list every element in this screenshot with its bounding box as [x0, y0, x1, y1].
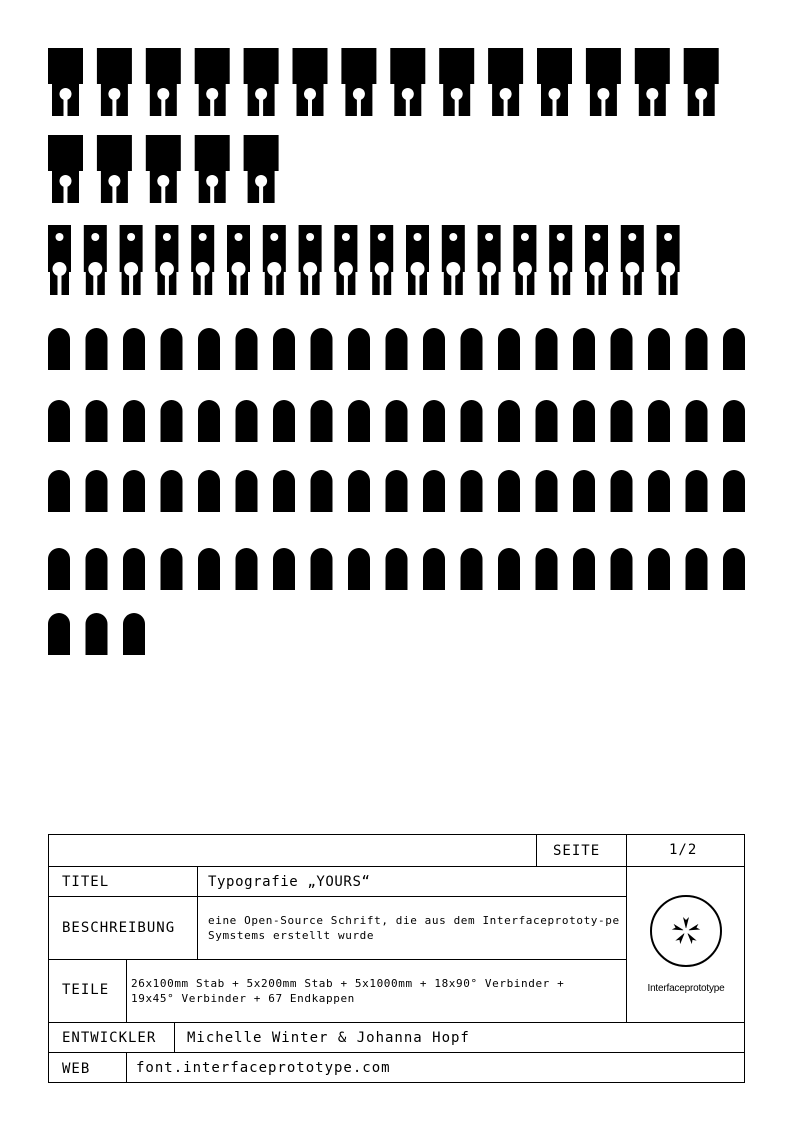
entwickler-label: ENTWICKLER — [62, 1030, 157, 1046]
web-link[interactable]: font.interfaceprototype.com — [136, 1060, 391, 1076]
end-cap-glyph — [348, 548, 370, 590]
bar-connector-glyph — [146, 48, 181, 116]
end-cap-glyph — [461, 548, 483, 590]
end-cap-glyph — [573, 470, 595, 512]
end-cap-glyph — [236, 328, 258, 370]
end-cap-glyph — [686, 400, 708, 442]
end-cap-glyph — [648, 548, 670, 590]
divider — [126, 959, 127, 1023]
bar-connector-glyph — [97, 48, 132, 116]
bar-connector-glyph — [146, 135, 181, 203]
end-cap-glyph — [461, 470, 483, 512]
slot-connector-glyph — [154, 225, 179, 295]
titel-label: TITEL — [62, 874, 110, 890]
slot-connector-glyph — [262, 225, 287, 295]
end-cap-glyph — [611, 328, 633, 370]
bar-connector-glyph — [537, 48, 572, 116]
divider — [536, 834, 537, 867]
end-cap-glyph — [386, 400, 408, 442]
end-cap-glyph — [236, 548, 258, 590]
slot-connector-glyph — [47, 225, 72, 295]
slot-connector-glyph — [333, 225, 358, 295]
end-cap-glyph — [161, 400, 183, 442]
slot-connector-glyph — [620, 225, 645, 295]
slot-connector-glyph — [441, 225, 466, 295]
end-cap-glyph — [311, 328, 333, 370]
bar-connector-glyph — [439, 48, 474, 116]
slot-connector-glyph — [405, 225, 430, 295]
end-cap-glyph — [423, 548, 445, 590]
end-cap-glyph — [123, 328, 145, 370]
divider — [48, 1022, 745, 1023]
end-cap-glyph — [311, 470, 333, 512]
bar-connector-glyph — [195, 135, 230, 203]
end-cap-glyph — [236, 470, 258, 512]
divider — [174, 1022, 175, 1053]
end-cap-glyph — [198, 548, 220, 590]
end-cap-glyph — [123, 613, 145, 655]
divider — [197, 866, 198, 960]
end-cap-glyph — [611, 400, 633, 442]
beschreibung-value: eine Open-Source Schrift, die aus dem Interfaceprototy-pe Symstems erstellt wurde — [208, 914, 620, 942]
star-logo-icon — [652, 897, 720, 965]
seite-label: SEITE — [553, 843, 601, 859]
bar-connector-glyph — [341, 48, 376, 116]
end-cap-glyph — [386, 548, 408, 590]
end-cap-glyph — [161, 328, 183, 370]
logo-text: Interfaceprototype — [647, 983, 725, 994]
bar-connector-glyph — [293, 48, 328, 116]
bar-connector-glyph — [97, 135, 132, 203]
slot-connector-glyph — [584, 225, 609, 295]
end-cap-glyph — [686, 548, 708, 590]
end-cap-glyph — [123, 470, 145, 512]
slot-connector-glyph — [512, 225, 537, 295]
page-number: 1/2 — [669, 842, 698, 858]
end-cap-glyph — [573, 400, 595, 442]
end-cap-glyph — [311, 548, 333, 590]
end-cap-glyph — [198, 470, 220, 512]
end-cap-glyph — [498, 548, 520, 590]
end-cap-glyph — [48, 400, 70, 442]
end-cap-glyph — [86, 613, 108, 655]
end-cap-glyph — [723, 470, 745, 512]
beschreibung-label: BESCHREIBUNG — [62, 920, 176, 936]
end-cap-glyph — [48, 548, 70, 590]
end-cap-glyph — [423, 400, 445, 442]
end-cap-glyph — [498, 470, 520, 512]
bar-connector-glyph — [390, 48, 425, 116]
end-cap-glyph — [536, 328, 558, 370]
end-cap-glyph — [48, 328, 70, 370]
slot-connector-glyph — [548, 225, 573, 295]
end-cap-glyph — [48, 613, 70, 655]
bar-connector-glyph — [244, 135, 279, 203]
end-cap-glyph — [611, 470, 633, 512]
slot-connector-glyph — [369, 225, 394, 295]
end-cap-glyph — [648, 400, 670, 442]
end-cap-glyph — [86, 470, 108, 512]
slot-connector-glyph — [190, 225, 215, 295]
end-cap-glyph — [198, 400, 220, 442]
slot-connector-glyph — [656, 225, 681, 295]
end-cap-glyph — [273, 400, 295, 442]
logo-circle — [650, 895, 722, 967]
end-cap-glyph — [423, 470, 445, 512]
divider — [48, 959, 627, 960]
bar-connector-glyph — [48, 48, 83, 116]
end-cap-glyph — [348, 470, 370, 512]
bar-connector-glyph — [684, 48, 719, 116]
end-cap-glyph — [648, 470, 670, 512]
end-cap-glyph — [573, 328, 595, 370]
divider — [48, 866, 745, 867]
end-cap-glyph — [536, 400, 558, 442]
titel-value: Typografie „YOURS“ — [208, 874, 371, 890]
end-cap-glyph — [386, 470, 408, 512]
end-cap-glyph — [48, 470, 70, 512]
end-cap-glyph — [386, 328, 408, 370]
end-cap-glyph — [348, 400, 370, 442]
slot-connector-glyph — [298, 225, 323, 295]
end-cap-glyph — [498, 328, 520, 370]
end-cap-glyph — [573, 548, 595, 590]
end-cap-glyph — [198, 328, 220, 370]
bar-connector-glyph — [488, 48, 523, 116]
end-cap-glyph — [536, 470, 558, 512]
end-cap-glyph — [86, 328, 108, 370]
slot-connector-glyph — [477, 225, 502, 295]
slot-connector-glyph — [83, 225, 108, 295]
end-cap-glyph — [86, 548, 108, 590]
divider — [48, 896, 627, 897]
end-cap-glyph — [423, 328, 445, 370]
end-cap-glyph — [123, 548, 145, 590]
end-cap-glyph — [273, 548, 295, 590]
end-cap-glyph — [498, 400, 520, 442]
bar-connector-glyph — [244, 48, 279, 116]
divider — [626, 834, 627, 1023]
end-cap-glyph — [86, 400, 108, 442]
end-cap-glyph — [723, 328, 745, 370]
bar-connector-glyph — [48, 135, 83, 203]
teile-value: 26x100mm Stab + 5x200mm Stab + 5x1000mm + 18x90° Verbinder + 19x45° Verbinder + 67 Endkappen — [131, 977, 565, 1005]
bar-connector-glyph — [586, 48, 621, 116]
end-cap-glyph — [123, 400, 145, 442]
end-cap-glyph — [461, 400, 483, 442]
end-cap-glyph — [461, 328, 483, 370]
entwickler-value: Michelle Winter & Johanna Hopf — [187, 1030, 470, 1046]
end-cap-glyph — [161, 470, 183, 512]
end-cap-glyph — [273, 328, 295, 370]
bar-connector-glyph — [195, 48, 230, 116]
web-label: WEB — [62, 1061, 91, 1077]
teile-label: TEILE — [62, 982, 110, 998]
slot-connector-glyph — [226, 225, 251, 295]
end-cap-glyph — [611, 548, 633, 590]
end-cap-glyph — [723, 548, 745, 590]
end-cap-glyph — [686, 328, 708, 370]
end-cap-glyph — [161, 548, 183, 590]
end-cap-glyph — [723, 400, 745, 442]
end-cap-glyph — [686, 470, 708, 512]
end-cap-glyph — [273, 470, 295, 512]
end-cap-glyph — [311, 400, 333, 442]
end-cap-glyph — [236, 400, 258, 442]
end-cap-glyph — [648, 328, 670, 370]
slot-connector-glyph — [119, 225, 144, 295]
end-cap-glyph — [536, 548, 558, 590]
divider — [126, 1052, 127, 1083]
bar-connector-glyph — [635, 48, 670, 116]
end-cap-glyph — [348, 328, 370, 370]
divider — [48, 1052, 745, 1053]
